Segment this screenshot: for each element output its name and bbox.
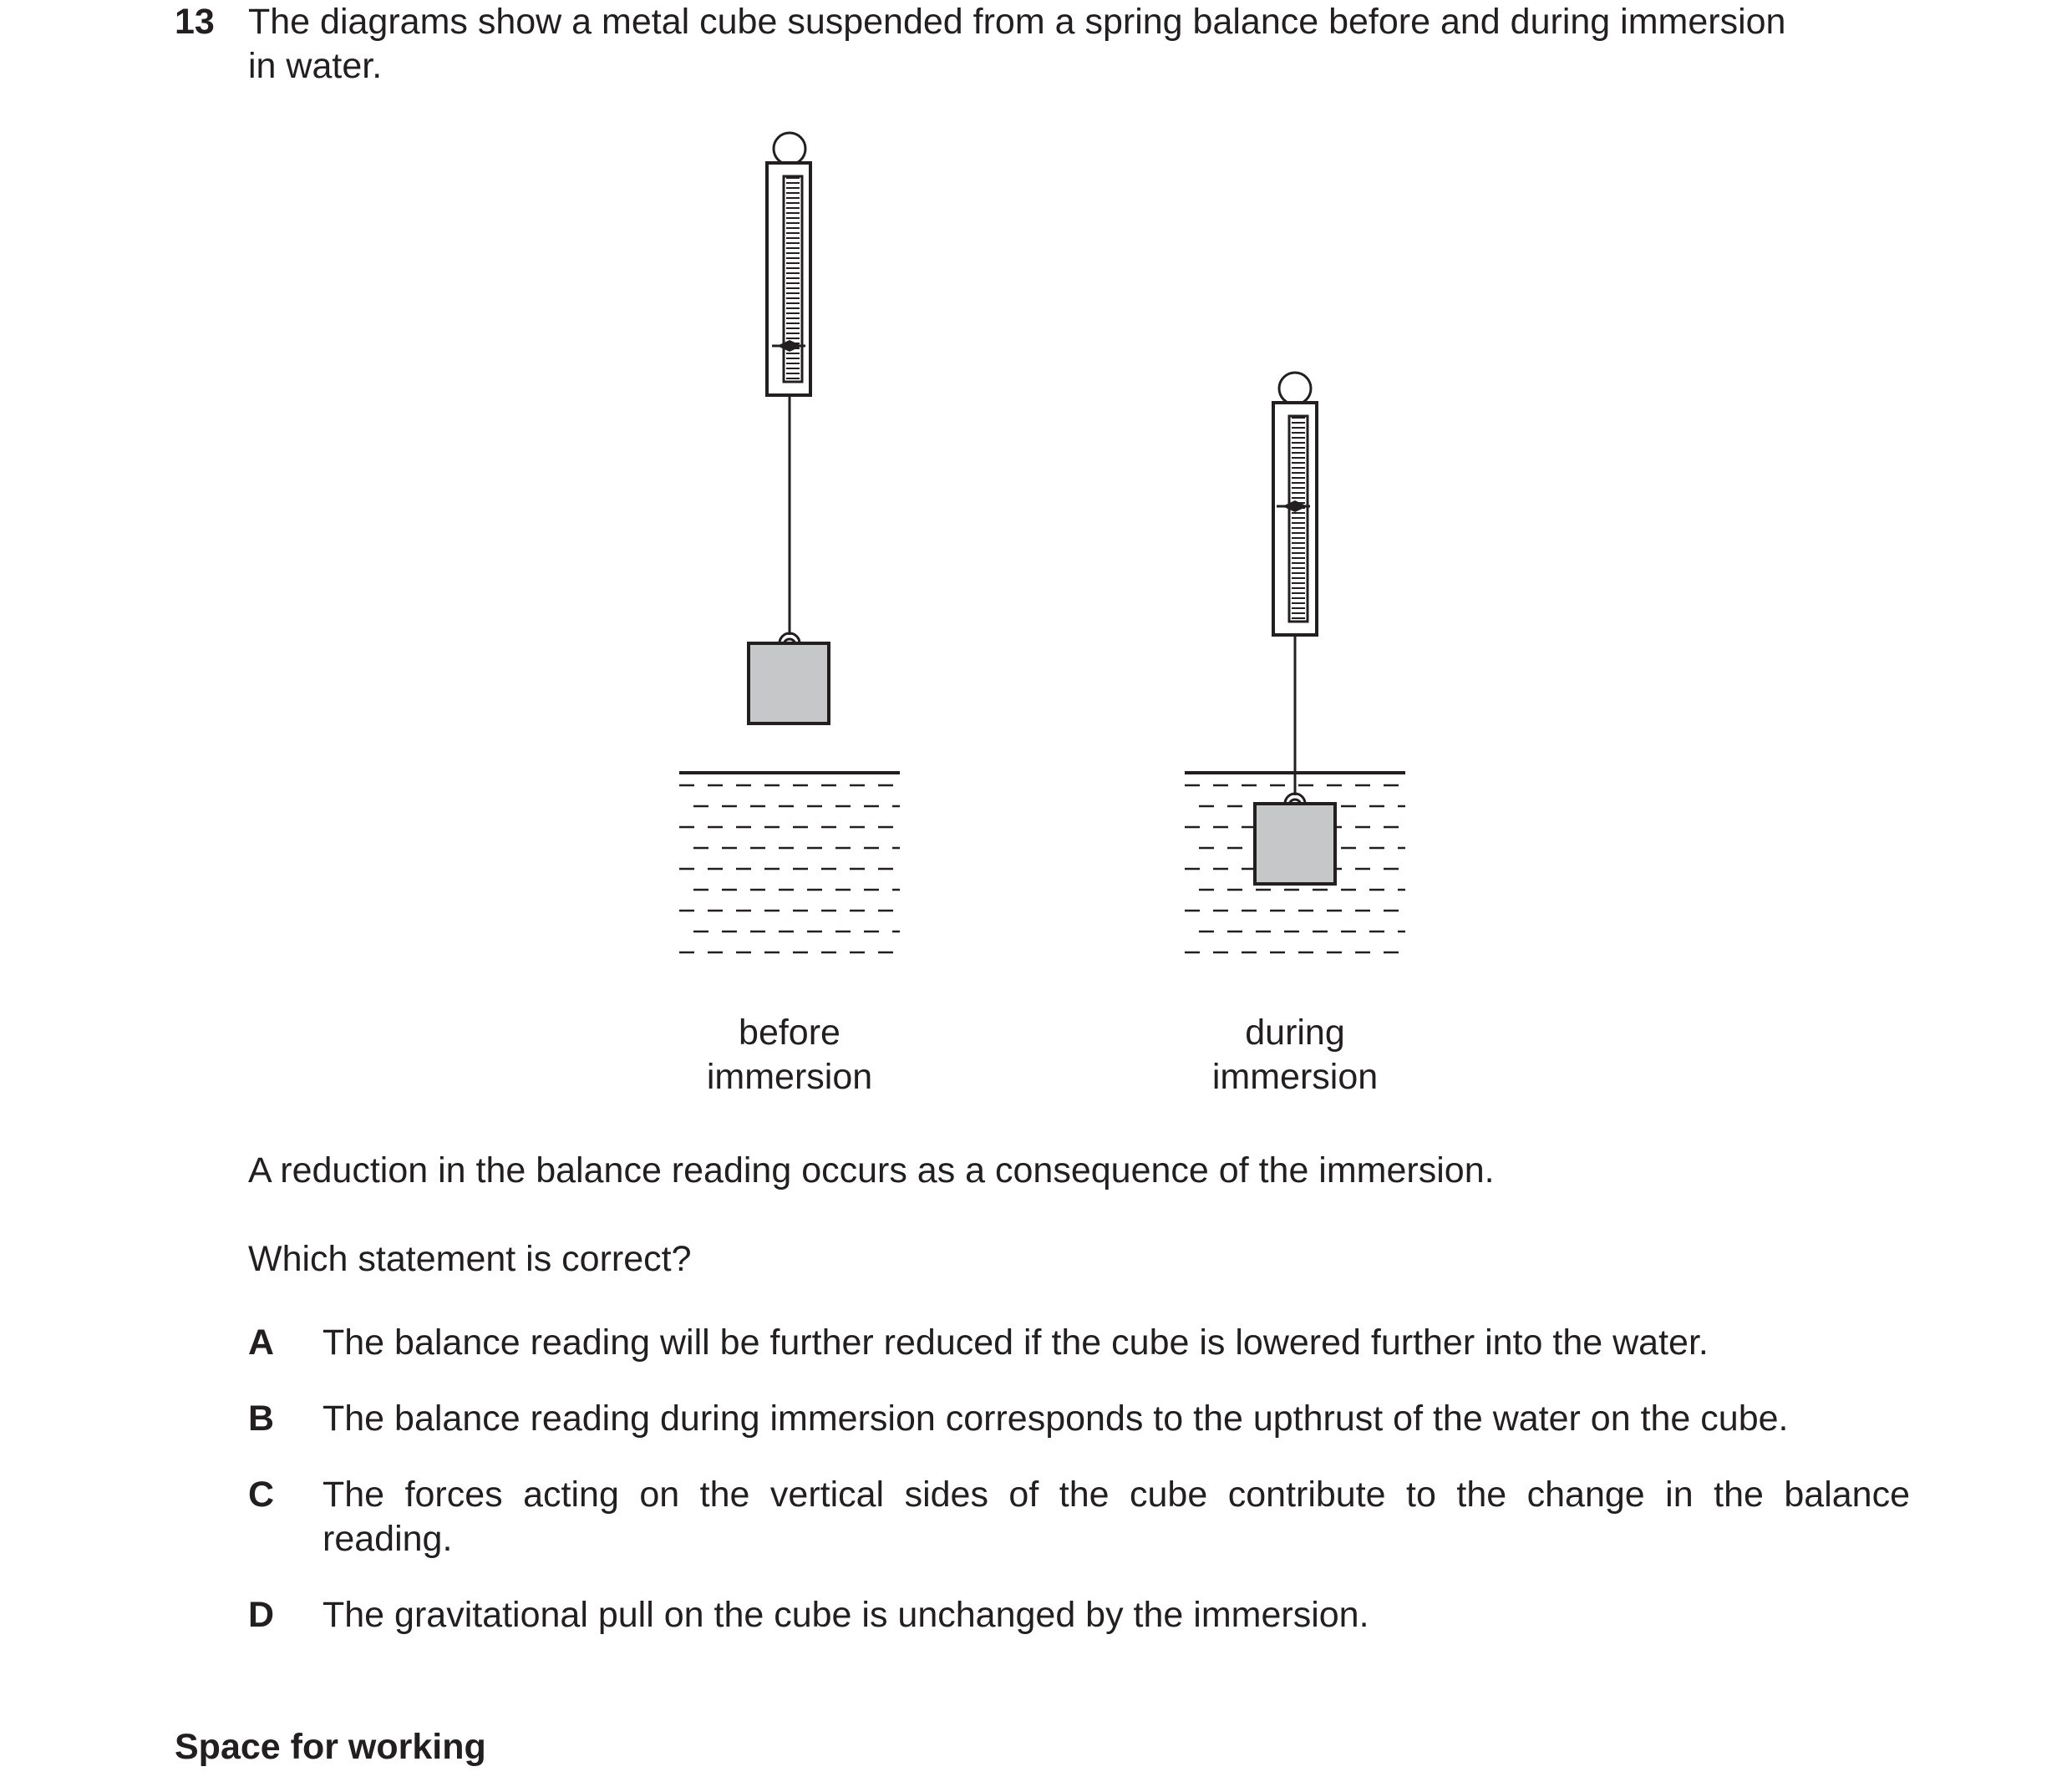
during-immersion-cube-group [1255,635,1335,884]
option-d-letter: D [248,1595,275,1635]
option-b-letter: B [248,1399,275,1439]
metal-cube [1255,804,1335,884]
spring-balance-ring [774,133,805,165]
working-space-heading: Space for working [175,1727,486,1767]
question-stem-continuation: in water. [248,46,383,86]
statement-text: A reduction in the balance reading occurs as a consequence of the immersion. [248,1150,1495,1190]
option-a-text: The balance reading will be further reduced if the cube is lowered further into the water. [322,1322,1709,1363]
during-immersion-apparatus [1273,373,1317,635]
question-stem: The diagrams show a metal cube suspended from a spring balance before and during immersion [248,2,1786,42]
during-immersion-label: during immersion [1211,1013,1379,1097]
option-b-text: The balance reading during immersion corresponds to the upthrust of the water on the cube. [322,1399,1789,1439]
before-immersion-apparatus [749,133,829,723]
option-d-text: The gravitational pull on the cube is unchanged by the immersion. [322,1595,1369,1635]
question-prompt: Which statement is correct? [248,1239,692,1279]
water-before [679,773,900,952]
before-immersion-label: before immersion [706,1013,873,1097]
option-c-text-continuation: reading. [322,1519,453,1559]
option-c-text: The forces acting on the vertical sides of the cube contribute to the change in the balance [322,1475,1910,1515]
option-a-letter: A [248,1322,275,1363]
spring-balance-ring [1279,373,1311,404]
metal-cube [749,643,829,723]
option-c-letter: C [248,1475,275,1515]
question-number: 13 [175,2,215,42]
